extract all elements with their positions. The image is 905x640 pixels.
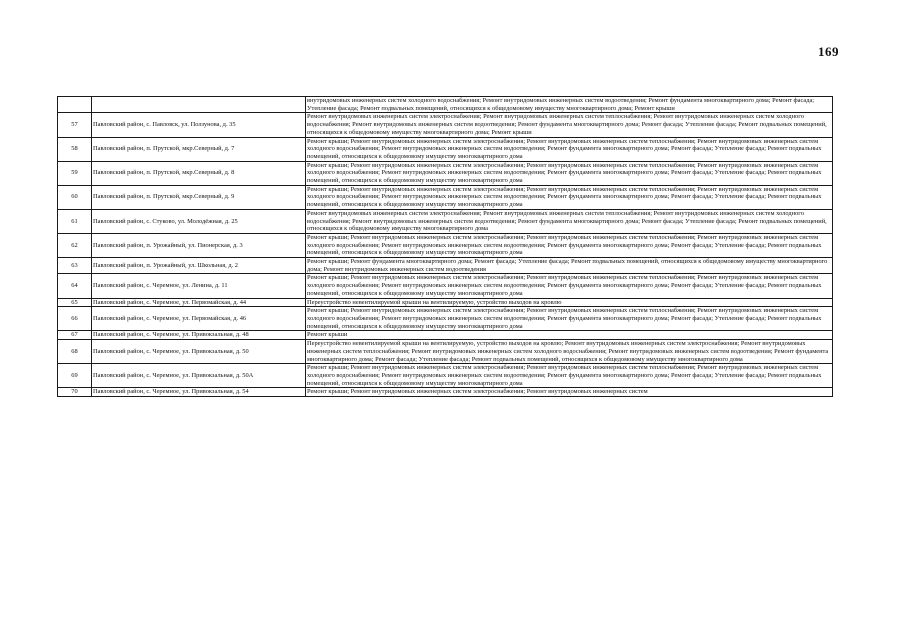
table-row: [58, 388, 833, 397]
row-address: Павловский район, п. Урожайный, ул. Школьная, д. 2: [92, 258, 306, 274]
row-works: Ремонт внутридомовых инженерных систем электроснабжения; Ремонт внутридомовых инженерных систем теплоснабжения; Ремонт внутридомовых инженерных систем холодного водоснабжения; Ремонт внутридомовых инженерных систем водоотведения; Ремонт фундамента многоквартирного дома; Ремонт фасада; Утепление фасада; Ремонт подвальных помещений, относящихся к общедомовому имуществу многоквартирного дома; Ремонт крыши: [306, 113, 833, 137]
row-works: Ремонт крыши; Ремонт внутридомовых инженерных систем электроснабжения; Ремонт внутридомовых инженерных систем теплоснабжения; Ремонт внутридомовых инженерных систем холодного водоснабжения; Ремонт внутридомовых инженерных систем водоотведения; Ремонт фундамента многоквартирного дома; Ремонт фасада; Утепление фасада; Ремонт подвальных помещений, относящихся к общедомовому имуществу многоквартирного дома: [306, 274, 833, 298]
repair-works-table: [57, 96, 833, 397]
table-row: [58, 97, 833, 113]
row-number: 70: [58, 388, 92, 397]
row-address: Павловский район, с. Черемное, ул. Привокзальная, д. 48: [92, 331, 306, 340]
table-row: [58, 185, 833, 209]
table-row: [58, 137, 833, 161]
row-works: Ремонт крыши; Ремонт внутридомовых инженерных систем электроснабжения; Ремонт внутридомовых инженерных систем теплоснабжения; Ремонт внутридомовых инженерных систем холодного водоснабжения; Ремонт внутридомовых инженерных систем водоотведения; Ремонт фундамента многоквартирного дома; Ремонт фасада; Утепление фасада; Ремонт подвальных помещений, относящихся к общедомовому имуществу многоквартирного дома: [306, 185, 833, 209]
row-number: 64: [58, 274, 92, 298]
row-address: Павловский район, с. Черемное, ул. Привокзальная, д. 54: [92, 388, 306, 397]
table-body: [58, 97, 833, 397]
row-works: Ремонт крыши; Ремонт внутридомовых инженерных систем электроснабжения; Ремонт внутридомовых инженерных систем теплоснабжения; Ремонт внутридомовых инженерных систем холодного водоснабжения; Ремонт внутридомовых инженерных систем водоотведения; Ремонт фундамента многоквартирного дома; Ремонт фасада; Утепление фасада; Ремонт подвальных помещений, относящихся к общедомовому имуществу многоквартирного дома: [306, 307, 833, 331]
page-number: 169: [818, 44, 839, 59]
row-address: Павловский район, с. Черемное, ул. Ленина, д. 11: [92, 274, 306, 298]
table-row: [58, 340, 833, 364]
row-number: 60: [58, 185, 92, 209]
row-number: [58, 97, 92, 113]
row-number: 59: [58, 161, 92, 185]
row-works: Ремонт внутридомовых инженерных систем электроснабжения; Ремонт внутридомовых инженерных систем теплоснабжения; Ремонт внутридомовых инженерных систем холодного водоснабжения; Ремонт внутридомовых инженерных систем водоотведения; Ремонт фундамента многоквартирного дома; Ремонт фасада; Утепление фасада; Ремонт подвальных помещений, относящихся к общедомовому имуществу многоквартирного дома: [306, 209, 833, 233]
row-works: Переустройство невентилируемой крыши на вентилируемую, устройство выходов на кровлю; Ремонт внутридомовых инженерных систем электроснабжения; Ремонт внутридомовых инженерных систем теплоснабжения; Ремонт внутридомовых инженерных систем холодного водоснабжения; Ремонт внутридомовых инженерных систем водоотведения; Ремонт фундамента многоквартирного дома; Ремонт фасада; Утепление фасада; Ремонт подвальных помещений, относящихся к общедомовому имуществу многоквартирного дома: [306, 340, 833, 364]
table-row: [58, 307, 833, 331]
row-address: Павловский район, с. Павловск, ул. Ползунова, д. 35: [92, 113, 306, 137]
row-address: Павловский район, п. Прутской, мкр.Северный, д. 7: [92, 137, 306, 161]
table-row: [58, 331, 833, 340]
row-number: 68: [58, 340, 92, 364]
row-address: [92, 97, 306, 113]
row-address: Павловский район, с. Черемное, ул. Привокзальная, д. 50А: [92, 364, 306, 388]
table-row: [58, 209, 833, 233]
row-works: Ремонт крыши; Ремонт фундамента многоквартирного дома; Ремонт фасада; Утепление фасада; Ремонт подвальных помещений, относящихся к общедомовому имуществу многоквартирного дома; Ремонт внутридомовых инженерных систем водоотведения: [306, 258, 833, 274]
table-row: [58, 258, 833, 274]
table-row: [58, 161, 833, 185]
row-address: Павловский район, п. Урожайный, ул. Пионерская, д. 3: [92, 233, 306, 257]
row-number: 65: [58, 298, 92, 307]
row-address: Павловский район, с. Стуково, ул. Молодёжная, д. 25: [92, 209, 306, 233]
table-row: [58, 113, 833, 137]
row-number: 57: [58, 113, 92, 137]
table-row: [58, 364, 833, 388]
row-number: 62: [58, 233, 92, 257]
table-row: [58, 274, 833, 298]
table-row: [58, 298, 833, 307]
row-address: Павловский район, с. Черемное, ул. Первомайская, д. 46: [92, 307, 306, 331]
row-works: Ремонт крыши; Ремонт внутридомовых инженерных систем электроснабжения; Ремонт внутридомовых инженерных систем теплоснабжения; Ремонт внутридомовых инженерных систем холодного водоснабжения; Ремонт внутридомовых инженерных систем водоотведения; Ремонт фундамента многоквартирного дома; Ремонт фасада; Утепление фасада; Ремонт подвальных помещений, относящихся к общедомовому имуществу многоквартирного дома: [306, 233, 833, 257]
row-number: 58: [58, 137, 92, 161]
row-number: 69: [58, 364, 92, 388]
row-address: Павловский район, п. Прутской, мкр.Северный, д. 9: [92, 185, 306, 209]
row-address: Павловский район, с. Черемное, ул. Первомайская, д. 44: [92, 298, 306, 307]
row-number: 61: [58, 209, 92, 233]
row-works: Ремонт крыши; Ремонт внутридомовых инженерных систем электроснабжения; Ремонт внутридомовых инженерных систем: [306, 388, 833, 397]
row-works: Переустройство невентилируемой крыши на вентилируемую, устройство выходов на кровлю: [306, 298, 833, 307]
row-number: 67: [58, 331, 92, 340]
row-works: Ремонт крыши; Ремонт внутридомовых инженерных систем электроснабжения; Ремонт внутридомовых инженерных систем теплоснабжения; Ремонт внутридомовых инженерных систем холодного водоснабжения; Ремонт внутридомовых инженерных систем водоотведения; Ремонт фундамента многоквартирного дома; Ремонт фасада; Утепление фасада; Ремонт подвальных помещений, относящихся к общедомовому имуществу многоквартирного дома: [306, 137, 833, 161]
row-address: Павловский район, с. Черемное, ул. Привокзальная, д. 50: [92, 340, 306, 364]
row-works: Ремонт крыши; Ремонт внутридомовых инженерных систем электроснабжения; Ремонт внутридомовых инженерных систем теплоснабжения; Ремонт внутридомовых инженерных систем холодного водоснабжения; Ремонт внутридомовых инженерных систем водоотведения; Ремонт фундамента многоквартирного дома; Ремонт фасада; Утепление фасада; Ремонт подвальных помещений, относящихся к общедомовому имуществу многоквартирного дома: [306, 364, 833, 388]
row-number: 63: [58, 258, 92, 274]
row-works: Ремонт крыши; Ремонт внутридомовых инженерных систем электроснабжения; Ремонт внутридомовых инженерных систем теплоснабжения; Ремонт внутридомовых инженерных систем холодного водоснабжения; Ремонт внутридомовых инженерных систем водоотведения; Ремонт фундамента многоквартирного дома; Ремонт фасада; Утепление фасада; Ремонт подвальных помещений, относящихся к общедомовому имуществу многоквартирного дома: [306, 161, 833, 185]
row-address: Павловский район, п. Прутской, мкр.Северный, д. 8: [92, 161, 306, 185]
table-row: [58, 233, 833, 257]
row-works: Ремонт крыши: [306, 331, 833, 340]
row-number: 66: [58, 307, 92, 331]
row-works: внутридомовых инженерных систем холодного водоснабжения; Ремонт внутридомовых инженерных систем водоотведения; Ремонт фундамента многоквартирного дома; Ремонт фасада; Утепление фасада; Ремонт подвальных помещений, относящихся к общедомовому имуществу многоквартирного дома; Ремонт крыши: [306, 97, 833, 113]
